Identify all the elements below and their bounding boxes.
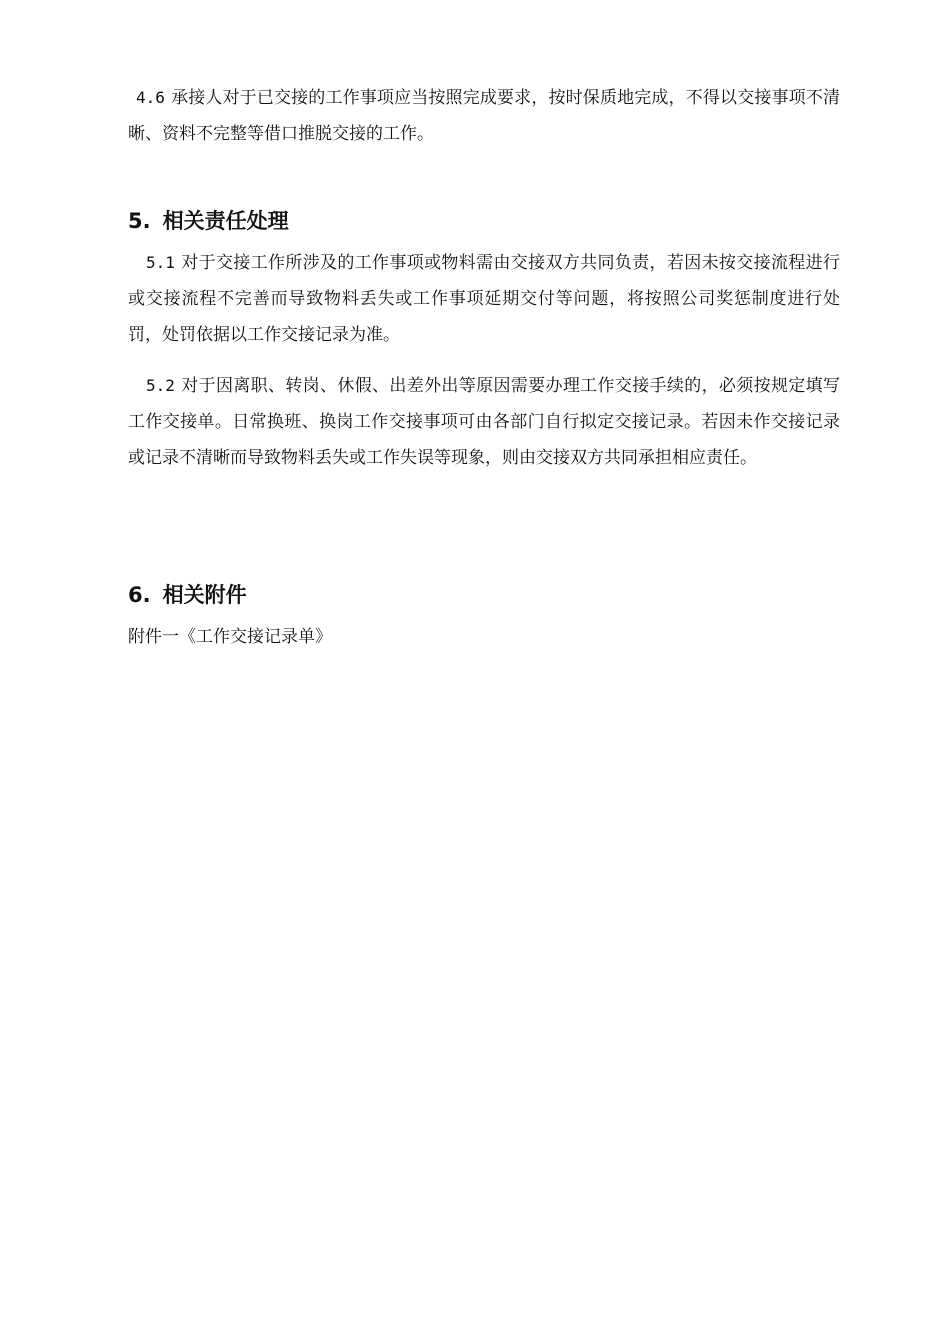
section-number: 6. xyxy=(128,583,151,607)
paragraph-text: 对于因离职、转岗、休假、出差外出等原因需要办理工作交接手续的，必须按规定填写工作交接单。日常换班、换岗工作交接事项可由各部门自行拟定交接记录。若因未作交接记录或记录不清晰而导致物料丢失或工作失误等现象，则由交接双方共同承担相应责任。 xyxy=(128,376,840,468)
paragraph-number: 5.1 xyxy=(146,253,175,272)
paragraph-4-6 xyxy=(128,80,840,152)
paragraph-text: 对于交接工作所涉及的工作事项或物料需由交接双方共同负责，若因未按交接流程进行或交接流程不完善而导致物料丢失或工作事项延期交付等问题，将按照公司奖惩制度进行处罚，处罚依据以工作交接记录为准。 xyxy=(128,253,840,345)
paragraph-5-2 xyxy=(128,368,840,476)
section-number: 5. xyxy=(128,209,151,233)
section-title: 相关附件 xyxy=(162,583,247,607)
paragraph-text: 承接人对于已交接的工作事项应当按照完成要求，按时保质地完成，不得以交接事项不清晰、资料不完整等借口推脱交接的工作。 xyxy=(128,88,840,144)
paragraph-5-1 xyxy=(128,245,840,353)
paragraph-number: 4.6 xyxy=(136,88,165,107)
section-6-heading xyxy=(128,580,247,610)
section-5-heading xyxy=(128,206,289,236)
section-title: 相关责任处理 xyxy=(162,209,289,233)
paragraph-number: 5.2 xyxy=(146,376,175,395)
attachment-item: 附件一《工作交接记录单》 xyxy=(128,627,332,647)
